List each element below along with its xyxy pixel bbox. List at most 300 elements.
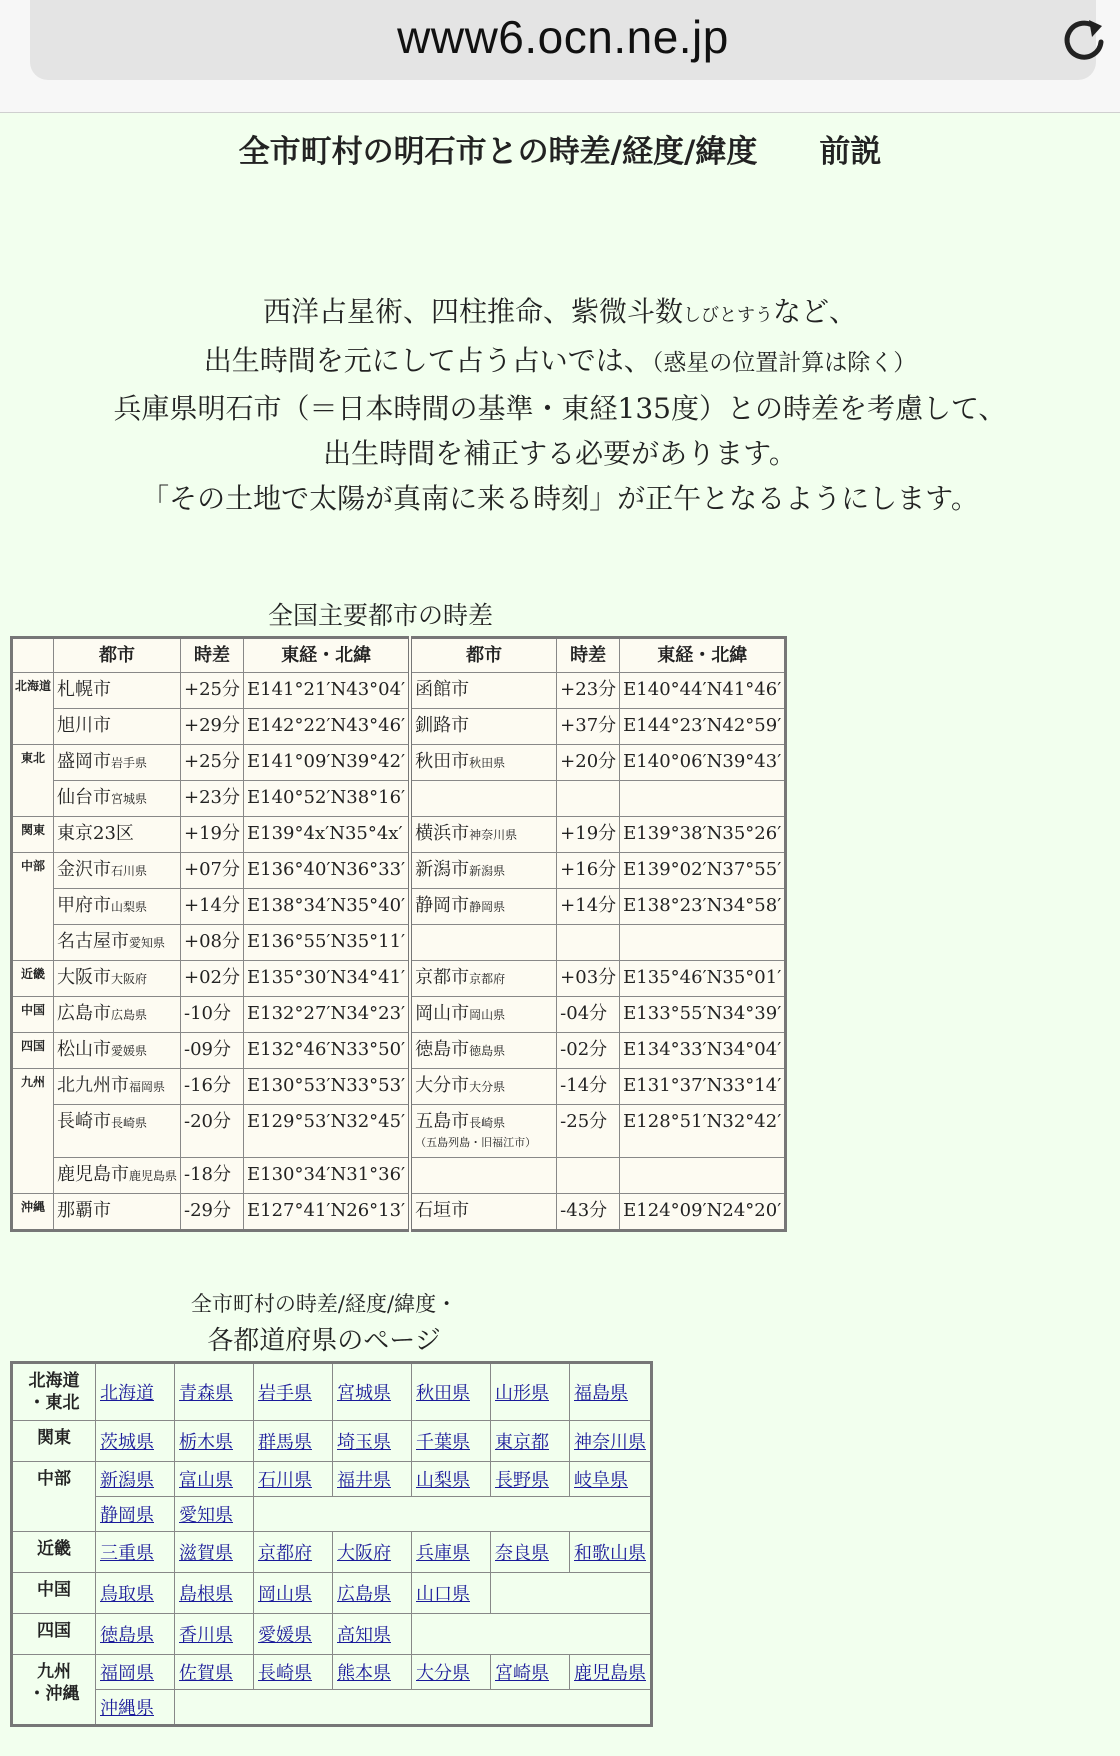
prefecture-link[interactable]: 愛媛県 (258, 1625, 312, 1646)
table-row (12, 1033, 786, 1069)
prefs-caption-line-2: 各都道府県のページ (207, 1326, 441, 1356)
prefecture-cell (254, 1573, 333, 1614)
prefecture-label: 秋田県 (469, 756, 506, 770)
prefecture-cell (333, 1573, 412, 1614)
prefecture-link[interactable]: 神奈川県 (574, 1432, 646, 1453)
prefecture-link[interactable]: 和歌山県 (574, 1543, 646, 1564)
coordinates: E134°33′N34°04′ (620, 1033, 786, 1069)
prefecture-link[interactable]: 宮城県 (337, 1383, 391, 1404)
empty-cell (412, 1614, 652, 1655)
time-diff: -16分 (181, 1069, 244, 1105)
time-diff: -18分 (181, 1158, 244, 1194)
time-diff: +14分 (181, 889, 244, 925)
prefs-row (12, 1462, 652, 1497)
coordinates (620, 1158, 786, 1194)
prefecture-link[interactable]: 広島県 (337, 1584, 391, 1605)
time-diff: +14分 (557, 889, 620, 925)
prefecture-cell (491, 1363, 570, 1421)
city-name (410, 745, 557, 781)
intro-line-2: 出生時間を元にして占う占いでは、（惑星の位置計算は除く） (203, 344, 917, 377)
coordinates: E127°41′N26°13′ (244, 1194, 411, 1231)
prefs-row (12, 1421, 652, 1462)
intro-line-1: 西洋占星術、四柱推命、紫微斗数しびとすうなど、 (262, 295, 858, 328)
intro-text (0, 289, 1120, 521)
prefecture-link[interactable]: 奈良県 (495, 1543, 549, 1564)
time-diff (557, 1158, 620, 1194)
prefecture-label: 京都府 (469, 972, 506, 986)
prefecture-label: 福岡県 (129, 1080, 166, 1094)
city-label: 東京23区 (57, 823, 134, 844)
city-name (54, 997, 181, 1033)
coordinates: E139°38′N35°26′ (620, 817, 786, 853)
city-name (54, 781, 181, 817)
prefecture-cell (96, 1462, 175, 1497)
prefs-row (12, 1573, 652, 1614)
city-label: 大阪市 (57, 967, 111, 988)
time-diff: +16分 (557, 853, 620, 889)
time-diff: +23分 (557, 673, 620, 709)
prefecture-link[interactable]: 岡山県 (258, 1584, 312, 1605)
prefecture-cell (491, 1655, 570, 1690)
prefecture-link[interactable]: 沖縄県 (100, 1698, 154, 1719)
prefecture-cell (333, 1363, 412, 1421)
city-name (410, 925, 557, 961)
city-label: 鹿児島市 (57, 1164, 129, 1185)
prefecture-cell (175, 1614, 254, 1655)
time-diff: +29分 (181, 709, 244, 745)
header-region (12, 638, 54, 673)
header-city: 都市 (410, 638, 557, 673)
intro-line-3: 兵庫県明石市（＝日本時間の基準・東経135度）との時差を考慮して、 (113, 392, 1007, 425)
city-name (54, 817, 181, 853)
intro-line-5: 「その土地で太陽が真南に来る時刻」が正午となるようにします。 (141, 482, 979, 515)
prefs-row (12, 1690, 652, 1726)
city-name (410, 709, 557, 745)
coordinates: E140°52′N38°16′ (244, 781, 411, 817)
city-name (54, 1033, 181, 1069)
region-label (12, 1614, 96, 1655)
table-row (12, 781, 786, 817)
prefecture-cell (175, 1655, 254, 1690)
prefecture-link[interactable]: 栃木県 (179, 1432, 233, 1453)
coordinates: E140°44′N41°46′ (620, 673, 786, 709)
city-label: 京都市 (415, 967, 470, 988)
prefecture-link[interactable]: 香川県 (179, 1625, 233, 1646)
city-label: 金沢市 (57, 859, 111, 880)
prefecture-cell (254, 1614, 333, 1655)
time-diff: -09分 (181, 1033, 244, 1069)
city-label: 北九州市 (57, 1075, 129, 1096)
city-label: 静岡市 (415, 895, 470, 916)
prefecture-cell (491, 1421, 570, 1462)
region-label: 北海道 (12, 673, 54, 745)
prefecture-link[interactable]: 石川県 (258, 1470, 312, 1491)
city-name (54, 1194, 181, 1231)
region-label: 近畿 (12, 961, 54, 997)
region-label (12, 1532, 96, 1573)
prefecture-link[interactable]: 北海道 (100, 1383, 154, 1404)
prefs-caption-line-1: 全市町村の時差/経度/緯度・ (190, 1292, 458, 1316)
time-diff: -10分 (181, 997, 244, 1033)
region-label (12, 1655, 96, 1726)
prefecture-label: 徳島県 (469, 1044, 506, 1058)
coordinates: E129°53′N32°45′ (244, 1105, 411, 1158)
time-diff: -04分 (557, 997, 620, 1033)
prefecture-label: 山梨県 (111, 900, 148, 914)
prefecture-link[interactable]: 長崎県 (258, 1663, 312, 1684)
city-name (54, 853, 181, 889)
table-row (12, 817, 786, 853)
city-label: 長崎市 (57, 1111, 111, 1132)
coordinates: E133°55′N34°39′ (620, 997, 786, 1033)
city-name (54, 745, 181, 781)
prefecture-cell (570, 1655, 652, 1690)
prefecture-cell (96, 1421, 175, 1462)
coordinates: E142°22′N43°46′ (244, 709, 411, 745)
region-label (12, 1421, 96, 1462)
city-label: 横浜市 (415, 823, 470, 844)
browser-chrome (0, 0, 1120, 113)
prefecture-label: 広島県 (111, 1008, 148, 1022)
prefecture-label: 大分県 (469, 1080, 506, 1094)
city-name (54, 673, 181, 709)
prefecture-link[interactable]: 大分県 (416, 1663, 470, 1684)
prefecture-cell (96, 1497, 175, 1532)
coordinates: E138°23′N34°58′ (620, 889, 786, 925)
city-name (410, 1069, 557, 1105)
prefecture-cell (254, 1655, 333, 1690)
prefecture-link[interactable]: 福岡県 (100, 1663, 154, 1684)
prefecture-link[interactable]: 千葉県 (416, 1432, 470, 1453)
prefecture-link[interactable]: 静岡県 (100, 1505, 154, 1526)
coordinates: E141°09′N39°42′ (244, 745, 411, 781)
coordinates: E139°4x′N35°4x′ (244, 817, 411, 853)
header-city: 都市 (54, 638, 181, 673)
table-header-row (12, 638, 786, 673)
city-label: 名古屋市 (57, 931, 129, 952)
time-diff: +25分 (181, 673, 244, 709)
prefecture-cell (412, 1363, 491, 1421)
region-label: 四国 (12, 1033, 54, 1069)
prefecture-label: 宮城県 (111, 792, 148, 806)
prefecture-link[interactable]: 兵庫県 (416, 1543, 470, 1564)
city-name (54, 1105, 181, 1158)
city-label: 広島市 (57, 1003, 111, 1024)
city-name (410, 1194, 557, 1231)
time-diff: +02分 (181, 961, 244, 997)
prefecture-cell (254, 1462, 333, 1497)
city-name (54, 889, 181, 925)
prefecture-cell (570, 1462, 652, 1497)
city-label: 石垣市 (415, 1200, 470, 1221)
prefecture-link[interactable]: 福井県 (337, 1470, 391, 1491)
coordinates: E135°30′N34°41′ (244, 961, 411, 997)
time-diff (557, 781, 620, 817)
region-label-text: 中国 (37, 1580, 71, 1600)
prefecture-cell (570, 1363, 652, 1421)
city-name (54, 709, 181, 745)
prefecture-label: 長崎県 (469, 1116, 506, 1130)
prefs-row (12, 1614, 652, 1655)
prefecture-cell (96, 1363, 175, 1421)
prefecture-cell (333, 1614, 412, 1655)
prefecture-link[interactable]: 群馬県 (258, 1432, 312, 1453)
prefecture-cell (570, 1421, 652, 1462)
prefecture-label: 愛媛県 (111, 1044, 148, 1058)
prefecture-cell (491, 1532, 570, 1573)
region-label-text: 北海道 (28, 1371, 80, 1391)
city-label: 那覇市 (57, 1200, 111, 1221)
coordinates (620, 925, 786, 961)
table-row (12, 1158, 786, 1194)
intro-line-4: 出生時間を補正する必要があります。 (323, 437, 797, 470)
prefecture-link[interactable]: 三重県 (100, 1543, 154, 1564)
prefecture-link[interactable]: 東京都 (495, 1432, 549, 1453)
coordinates: E135°46′N35°01′ (620, 961, 786, 997)
time-diff: +19分 (557, 817, 620, 853)
city-name (410, 1158, 557, 1194)
city-label: 五島市 (415, 1111, 470, 1132)
city-name (410, 1105, 557, 1158)
time-diff: +03分 (557, 961, 620, 997)
prefs-row (12, 1363, 652, 1421)
prefecture-cell (570, 1532, 652, 1573)
header-coord: 東経・北緯 (244, 638, 411, 673)
prefecture-link[interactable]: 山口県 (416, 1584, 470, 1605)
empty-cell (175, 1690, 652, 1726)
time-diff: -20分 (181, 1105, 244, 1158)
table-row (12, 925, 786, 961)
prefecture-label: 石川県 (111, 864, 148, 878)
coordinates: E138°34′N35°40′ (244, 889, 411, 925)
city-name (410, 889, 557, 925)
prefecture-link[interactable]: 福島県 (574, 1383, 628, 1404)
city-label: 新潟市 (415, 859, 470, 880)
time-diff: -02分 (557, 1033, 620, 1069)
prefecture-link[interactable]: 山梨県 (416, 1470, 470, 1491)
prefecture-cell (96, 1690, 175, 1726)
time-diff: +20分 (557, 745, 620, 781)
city-name (410, 853, 557, 889)
city-note: （五島列島・旧福江市） (415, 1136, 537, 1149)
header-diff: 時差 (181, 638, 244, 673)
prefecture-link[interactable]: 大阪府 (337, 1543, 391, 1564)
region-label: 関東 (12, 817, 54, 853)
prefecture-cell (175, 1363, 254, 1421)
city-label: 岡山市 (415, 1003, 470, 1024)
city-name (54, 1158, 181, 1194)
city-name (410, 817, 557, 853)
prefecture-link[interactable]: 山形県 (495, 1383, 549, 1404)
prefecture-label: 大阪府 (111, 972, 148, 986)
coordinates: E141°21′N43°04′ (244, 673, 411, 709)
prefecture-link[interactable]: 愛知県 (179, 1505, 233, 1526)
prefecture-link[interactable]: 島根県 (179, 1584, 233, 1605)
prefecture-label: 新潟県 (469, 864, 506, 878)
coordinates: E132°27′N34°23′ (244, 997, 411, 1033)
region-label: 中国 (12, 997, 54, 1033)
prefecture-link[interactable]: 長野県 (495, 1470, 549, 1491)
prefecture-link[interactable]: 佐賀県 (179, 1663, 233, 1684)
region-label-text: 近畿 (37, 1539, 71, 1559)
coordinates: E144°23′N42°59′ (620, 709, 786, 745)
prefecture-link[interactable]: 京都府 (258, 1543, 312, 1564)
region-label-text: 関東 (37, 1428, 71, 1448)
city-label: 旭川市 (57, 715, 111, 736)
coordinates: E136°40′N36°33′ (244, 853, 411, 889)
time-diff: -29分 (181, 1194, 244, 1231)
prefecture-cell (96, 1614, 175, 1655)
city-label: 甲府市 (57, 895, 111, 916)
table-row (12, 1105, 786, 1158)
city-name (410, 961, 557, 997)
city-label: 盛岡市 (57, 751, 111, 772)
coordinates: E132°46′N33°50′ (244, 1033, 411, 1069)
prefecture-link[interactable]: 茨城県 (100, 1432, 154, 1453)
prefecture-cell (175, 1573, 254, 1614)
prefecture-cell (333, 1532, 412, 1573)
table-row (12, 997, 786, 1033)
table-row (12, 961, 786, 997)
prefecture-cell (412, 1421, 491, 1462)
region-label-text: 四国 (37, 1621, 71, 1641)
region-label: 東北 (12, 745, 54, 817)
region-label-text: ・東北 (28, 1393, 80, 1413)
prefecture-label: 岩手県 (111, 756, 148, 770)
coordinates: E136°55′N35°11′ (244, 925, 411, 961)
region-label: 九州 (12, 1069, 54, 1194)
time-diff: +37分 (557, 709, 620, 745)
cities-table-caption: 全国主要都市の時差 (268, 601, 494, 630)
major-cities-table (10, 636, 787, 1232)
coordinates: E130°53′N33°53′ (244, 1069, 411, 1105)
reload-icon[interactable] (1056, 12, 1112, 68)
time-diff: +25分 (181, 745, 244, 781)
prefecture-label: 岡山県 (469, 1008, 506, 1022)
prefecture-cell (96, 1573, 175, 1614)
prefecture-link[interactable]: 宮崎県 (495, 1663, 549, 1684)
coordinates: E140°06′N39°43′ (620, 745, 786, 781)
table-row (12, 853, 786, 889)
prefecture-links-table (10, 1361, 653, 1727)
time-diff: +07分 (181, 853, 244, 889)
prefs-row (12, 1532, 652, 1573)
prefecture-link[interactable]: 熊本県 (337, 1663, 391, 1684)
time-diff: +08分 (181, 925, 244, 961)
time-diff: +19分 (181, 817, 244, 853)
table-row (12, 1194, 786, 1231)
city-name (54, 925, 181, 961)
region-label: 沖縄 (12, 1194, 54, 1231)
prefecture-cell (254, 1532, 333, 1573)
prefecture-link[interactable]: 滋賀県 (179, 1543, 233, 1564)
city-name (410, 1033, 557, 1069)
prefecture-cell (412, 1532, 491, 1573)
prefecture-link[interactable]: 鹿児島県 (574, 1663, 646, 1684)
city-name (54, 1069, 181, 1105)
coordinates: E124°09′N24°20′ (620, 1194, 786, 1231)
empty-cell (254, 1497, 652, 1532)
prefecture-link[interactable]: 新潟県 (100, 1470, 154, 1491)
prefecture-link[interactable]: 岐阜県 (574, 1470, 628, 1491)
region-label-text: ・沖縄 (28, 1684, 80, 1704)
coordinates (620, 781, 786, 817)
prefecture-cell (333, 1655, 412, 1690)
coordinates: E139°02′N37°55′ (620, 853, 786, 889)
prefecture-link[interactable]: 埼玉県 (337, 1432, 391, 1453)
city-name (410, 781, 557, 817)
table-row (12, 889, 786, 925)
prefs-row (12, 1497, 652, 1532)
prefecture-cell (491, 1462, 570, 1497)
prefecture-label: 長崎県 (111, 1116, 148, 1130)
prefecture-link[interactable]: 鳥取県 (100, 1584, 154, 1605)
table-row (12, 709, 786, 745)
address-bar[interactable] (30, 0, 1096, 80)
table-row (12, 1069, 786, 1105)
prefecture-link[interactable]: 秋田県 (416, 1383, 470, 1404)
city-label: 札幌市 (57, 679, 111, 700)
city-label: 秋田市 (415, 751, 470, 772)
prefecture-cell (412, 1462, 491, 1497)
prefecture-cell (175, 1497, 254, 1532)
city-name (54, 961, 181, 997)
prefecture-label: 愛知県 (129, 936, 166, 950)
city-label: 仙台市 (57, 787, 111, 808)
prefecture-link[interactable]: 岩手県 (258, 1383, 312, 1404)
prefecture-link[interactable]: 青森県 (179, 1383, 233, 1404)
time-diff: -43分 (557, 1194, 620, 1231)
time-diff (557, 925, 620, 961)
header-diff: 時差 (557, 638, 620, 673)
prefecture-link[interactable]: 高知県 (337, 1625, 391, 1646)
prefecture-cell (175, 1462, 254, 1497)
coordinates: E130°34′N31°36′ (244, 1158, 411, 1194)
prefs-row (12, 1655, 652, 1690)
prefecture-cell (333, 1462, 412, 1497)
time-diff: -14分 (557, 1069, 620, 1105)
prefecture-label: 神奈川県 (469, 828, 518, 842)
time-diff: -25分 (557, 1105, 620, 1158)
header-coord: 東経・北緯 (620, 638, 786, 673)
url-text: www6.ocn.ne.jp (397, 11, 729, 63)
prefecture-cell (412, 1573, 491, 1614)
prefecture-link[interactable]: 徳島県 (100, 1625, 154, 1646)
prefecture-label: 鹿児島県 (129, 1169, 178, 1183)
table-row (12, 673, 786, 709)
city-label: 釧路市 (415, 715, 470, 736)
city-label: 徳島市 (415, 1039, 470, 1060)
prefecture-cell (254, 1421, 333, 1462)
city-label: 函館市 (415, 679, 470, 700)
prefecture-cell (254, 1363, 333, 1421)
region-label (12, 1573, 96, 1614)
time-diff: +23分 (181, 781, 244, 817)
prefecture-cell (96, 1532, 175, 1573)
page-title: 全市町村の明石市との時差/経度/緯度 前説 (238, 134, 882, 170)
table-row (12, 745, 786, 781)
coordinates: E131°37′N33°14′ (620, 1069, 786, 1105)
prefecture-link[interactable]: 富山県 (179, 1470, 233, 1491)
prefecture-cell (96, 1655, 175, 1690)
prefecture-cell (175, 1421, 254, 1462)
region-label (12, 1363, 96, 1421)
city-label: 大分市 (415, 1075, 470, 1096)
region-label-text: 中部 (37, 1469, 71, 1489)
region-label (12, 1462, 96, 1532)
city-name (410, 673, 557, 709)
region-label-text: 九州 (37, 1662, 71, 1682)
